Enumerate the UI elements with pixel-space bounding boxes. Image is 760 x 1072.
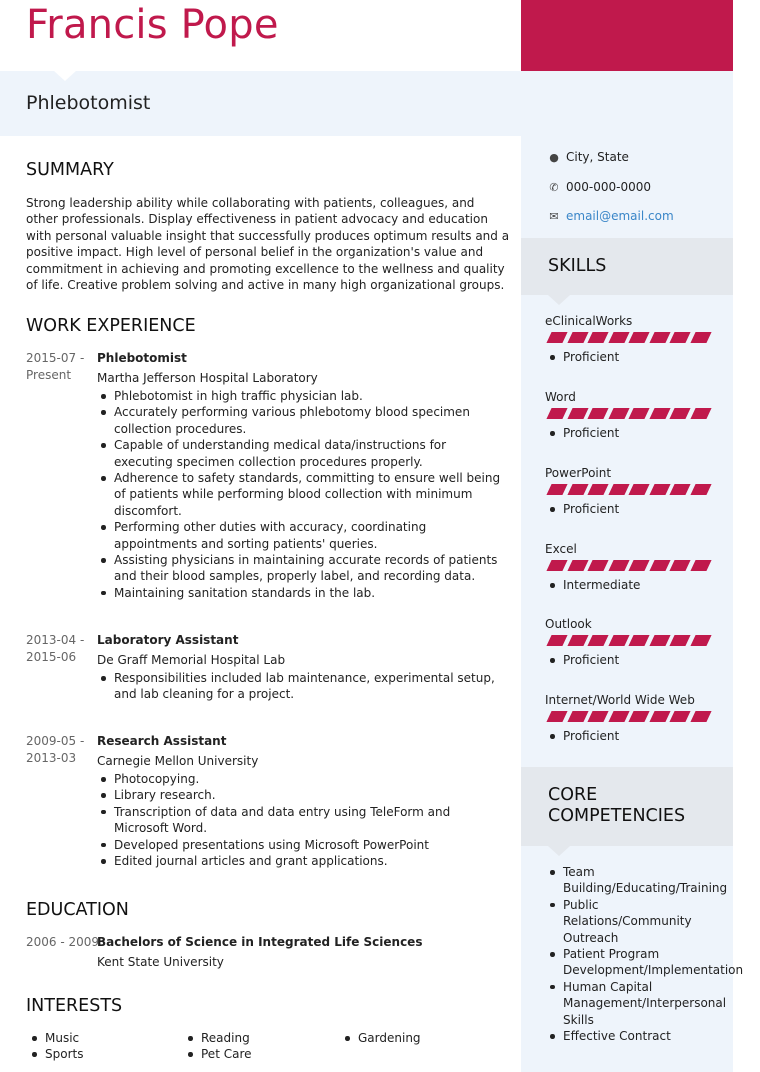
skill-rating-segment [546, 560, 567, 571]
skill-level: Proficient [563, 350, 620, 364]
skill-rating-segment [628, 560, 649, 571]
job-date-start: 2013-04 - [26, 633, 85, 647]
skill-level: Intermediate [563, 578, 641, 592]
skill-rating-segment [546, 711, 567, 722]
location-text: City, State [566, 150, 629, 164]
skill-rating-bar [545, 332, 713, 343]
job-date-end: 2013-03 [26, 751, 77, 765]
skill-rating-segment [669, 332, 690, 343]
candidate-name: Francis Pope [26, 2, 279, 48]
job-title: Phlebotomist [26, 92, 151, 114]
skill-rating-segment [567, 484, 588, 495]
skill-rating-segment [587, 408, 608, 419]
competencies-heading-line1: CORE [548, 785, 598, 805]
interest-item: Reading [201, 1031, 250, 1045]
job-dates [26, 733, 96, 767]
skill-rating-segment [649, 484, 670, 495]
job-bullet: Phlebotomist in high traffic physician lab. [114, 388, 504, 404]
interests-heading: INTERESTS [26, 996, 123, 1016]
education-degree: Bachelors of Science in Integrated Life Sciences [97, 935, 423, 949]
skill-rating-segment [567, 560, 588, 571]
skill-rating-segment [669, 560, 690, 571]
job-bullets [114, 670, 504, 703]
skill-level: Proficient [563, 653, 620, 667]
skill-rating-segment [608, 711, 629, 722]
competencies-heading-line2: COMPETENCIES [548, 806, 686, 826]
skill-rating-bar [545, 560, 713, 571]
competency-item: Public Relations/Community Outreach [563, 897, 713, 946]
skill-rating-segment [649, 635, 670, 646]
skill-rating-segment [587, 332, 608, 343]
skill-name: Excel [545, 542, 577, 556]
competencies-header [521, 767, 733, 846]
skill-rating-segment [546, 332, 567, 343]
skills-header-notch [548, 295, 570, 305]
skill-level: Proficient [563, 426, 620, 440]
skill-rating-segment [690, 560, 711, 571]
job-bullet: Assisting physicians in maintaining accurate records of patients and their blood samples, properly label, and recording data. [114, 552, 504, 585]
contact-email[interactable] [548, 209, 674, 223]
interest-item: Pet Care [201, 1047, 252, 1061]
summary-text: Strong leadership ability while collaborating with patients, colleagues, and other professionals. Display effectiveness in patient advocacy and education with personal valuable insight that successfully produces optimum results and a positive impact. High level of personal belief in the organization's value and commitment in achieving and promoting excellence to the wellness and quality of life. Creative problem solving and active in many high organizational groups. [26, 196, 510, 293]
skill-rating-bar [545, 711, 713, 722]
skill-rating-segment [608, 484, 629, 495]
skill-rating-segment [649, 560, 670, 571]
skill-rating-segment [649, 711, 670, 722]
job-bullet: Edited journal articles and grant applications. [114, 853, 504, 869]
skill-rating-segment [567, 408, 588, 419]
education-heading: EDUCATION [26, 900, 129, 920]
job-bullets [114, 771, 504, 869]
skill-rating-segment [608, 408, 629, 419]
job-role: Laboratory Assistant [97, 633, 239, 647]
interest-item: Gardening [358, 1031, 421, 1045]
job-bullets [114, 388, 504, 601]
job-organization: Carnegie Mellon University [97, 754, 259, 768]
email-link[interactable]: email@email.com [566, 209, 674, 223]
skill-level: Proficient [563, 502, 620, 516]
interest-item: Music [45, 1031, 80, 1045]
job-bullet: Adherence to safety standards, committing to ensure well being of patients while performing blood collection with minimum discomfort. [114, 470, 504, 519]
work-experience-heading: WORK EXPERIENCE [26, 316, 196, 336]
skill-rating-segment [669, 711, 690, 722]
competency-item: Patient Program Development/Implementation [563, 947, 744, 978]
job-bullet: Responsibilities included lab maintenance, experimental setup, and lab cleaning for a project. [114, 670, 504, 703]
skill-name: Internet/World Wide Web [545, 693, 695, 707]
skill-rating-segment [628, 408, 649, 419]
skill-rating-segment [546, 484, 567, 495]
competencies-header-notch [548, 846, 570, 856]
skill-rating-segment [669, 484, 690, 495]
job-role: Research Assistant [97, 734, 227, 748]
location-pin-icon: ● [549, 151, 559, 164]
skill-rating-segment [669, 408, 690, 419]
skill-rating-segment [690, 332, 711, 343]
job-date-start: 2009-05 - [26, 734, 85, 748]
contact-location [548, 150, 629, 164]
job-role: Phlebotomist [97, 351, 187, 365]
summary-heading: SUMMARY [26, 160, 114, 180]
skills-heading: SKILLS [548, 256, 607, 276]
job-bullet: Maintaining sanitation standards in the lab. [114, 585, 504, 601]
skill-rating-segment [669, 635, 690, 646]
job-bullet: Accurately performing various phlebotomy blood specimen collection procedures. [114, 404, 504, 437]
skill-rating-segment [546, 408, 567, 419]
skill-rating-segment [608, 332, 629, 343]
job-organization: De Graff Memorial Hospital Lab [97, 653, 286, 667]
skill-rating-segment [628, 332, 649, 343]
education-dates: 2006 - 2009 [26, 935, 100, 949]
job-dates [26, 350, 96, 384]
skill-rating-segment [587, 635, 608, 646]
skill-rating-bar [545, 408, 713, 419]
skill-rating-segment [690, 711, 711, 722]
education-school: Kent State University [97, 955, 224, 969]
skill-rating-segment [690, 408, 711, 419]
header-accent-bar [521, 0, 733, 71]
skill-rating-segment [608, 560, 629, 571]
competencies-list [563, 864, 744, 1044]
job-bullet: Capable of understanding medical data/instructions for executing specimen collection procedures properly. [114, 437, 504, 470]
skill-rating-bar [545, 484, 713, 495]
skill-rating-segment [690, 635, 711, 646]
skill-name: Outlook [545, 617, 592, 631]
envelope-icon: ✉ [549, 210, 559, 223]
job-bullet: Transcription of data and data entry using TeleForm and Microsoft Word. [114, 804, 504, 837]
skill-rating-segment [690, 484, 711, 495]
skill-name: Word [545, 390, 576, 404]
job-date-start: 2015-07 - [26, 351, 85, 365]
skill-rating-segment [628, 711, 649, 722]
job-bullet: Performing other duties with accuracy, coordinating appointments and sorting patients' queries. [114, 519, 504, 552]
phone-icon: ✆ [549, 181, 559, 194]
skill-rating-segment [628, 635, 649, 646]
skill-rating-bar [545, 635, 713, 646]
competency-item: Team Building/Educating/Training [563, 865, 728, 896]
skill-name: eClinicalWorks [545, 314, 633, 328]
skills-header [521, 238, 733, 295]
title-band-notch [54, 71, 76, 81]
skill-rating-segment [567, 332, 588, 343]
job-bullet: Developed presentations using Microsoft PowerPoint [114, 837, 504, 853]
job-date-end: Present [26, 368, 72, 382]
job-date-end: 2015-06 [26, 650, 77, 664]
skill-rating-segment [628, 484, 649, 495]
job-dates [26, 632, 96, 666]
skill-rating-segment [587, 484, 608, 495]
phone-text: 000-000-0000 [566, 180, 652, 194]
skill-rating-segment [649, 408, 670, 419]
skill-level: Proficient [563, 729, 620, 743]
contact-phone [548, 180, 651, 194]
job-organization: Martha Jefferson Hospital Laboratory [97, 371, 318, 385]
skill-rating-segment [649, 332, 670, 343]
skill-rating-segment [608, 635, 629, 646]
job-bullet: Photocopying. [114, 771, 504, 787]
job-bullet: Library research. [114, 787, 504, 803]
interest-item: Sports [45, 1047, 84, 1061]
skill-rating-segment [587, 560, 608, 571]
competency-item: Effective Contract [563, 1028, 713, 1044]
skill-rating-segment [567, 635, 588, 646]
skill-rating-segment [567, 711, 588, 722]
skill-rating-segment [546, 635, 567, 646]
skill-name: PowerPoint [545, 466, 612, 480]
competency-item: Human Capital Management/Interpersonal Skills [563, 979, 727, 1027]
skill-rating-segment [587, 711, 608, 722]
